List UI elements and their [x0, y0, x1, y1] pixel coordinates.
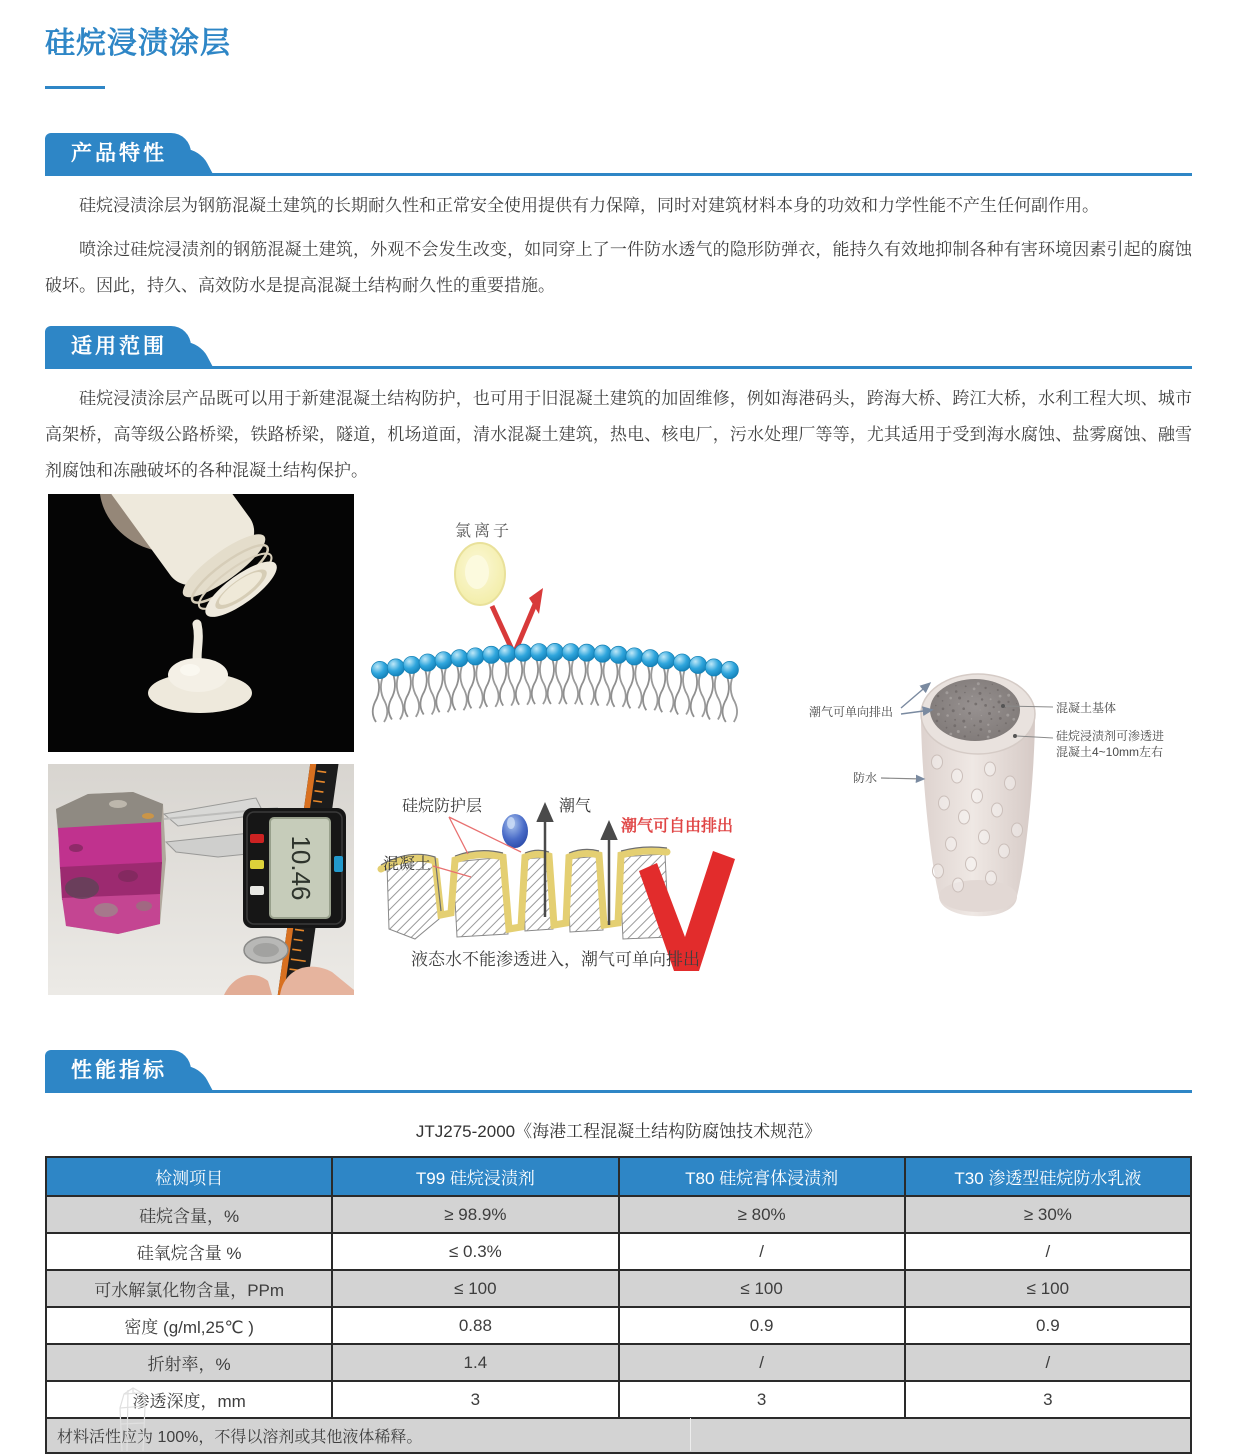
table-note-row: [46, 1418, 1191, 1453]
blue-button: [334, 856, 343, 872]
section-tab-performance: 性能指标: [45, 1050, 191, 1090]
table-row: 密度 (g/ml,25℃ ) 0.88 0.9 0.9: [46, 1307, 1191, 1344]
col-header: T30 渗透型硅烷防水乳液: [905, 1157, 1191, 1196]
scope-paragraph-1: 硅烷浸渍涂层产品既可以用于新建混凝土结构防护，也可用于旧混凝土建筑的加固维修，例如海港码头，跨海大桥、跨江大桥，水利工程大坝、城市高架桥，高等级公路桥梁，铁路桥梁，隧道，机场道面，清水混凝土建筑，热电、核电厂，污水处理厂等等，尤其适用于受到海水腐蚀、盐雾腐蚀、融雪剂腐蚀和冻融破坏的各种混凝土结构保护。: [45, 389, 1192, 480]
diagram-chloride-repelled: [368, 502, 780, 760]
section-header-scope: [45, 326, 1192, 369]
page-title: 硅烷浸渍涂层: [45, 27, 231, 60]
section-tab-scope: 适用范围: [45, 326, 191, 366]
vapor-label: 潮气: [559, 798, 592, 815]
concrete-sample: [56, 792, 166, 934]
photo-silane-cream-pouring: [48, 494, 354, 752]
col-header: T80 硅烷膏体浸渍剂: [619, 1157, 905, 1196]
moisture-caption: 液态水不能渗透进入，潮气可单向排出: [411, 950, 700, 969]
waterproof-label: 防水: [853, 771, 878, 785]
section-header-performance: [45, 1050, 1192, 1093]
table-note: 材料活性应为 100%，不得以溶剂或其他液体稀释。: [46, 1418, 1191, 1453]
diagram-moisture-escape: [373, 767, 783, 1000]
yellow-button: [250, 860, 264, 869]
lcd-value: 10.46: [286, 835, 316, 901]
features-paragraph-2: 喷涂过硅烷浸渍剂的钢筋混凝土建筑，外观不会发生改变，如同穿上了一件防水透气的隐形防弹衣，能持久有效地抑制各种有害环境因素引起的腐蚀破坏。因此，持久、高效防水是提高混凝土结构耐久性的重要措施。: [45, 240, 1192, 295]
col-header: 检测项目: [46, 1157, 332, 1196]
red-button: [250, 834, 264, 843]
penetration-label-2: 混凝土4~10mm左右: [1056, 745, 1164, 759]
table-row: 折射率，% 1.4 / /: [46, 1344, 1191, 1381]
diagram-concrete-cylinder: [797, 644, 1197, 974]
col-header: T99 硅烷浸渍剂: [332, 1157, 618, 1196]
features-paragraph-1: 硅烷浸渍涂层为钢筋混凝土建筑的长期耐久性和正常安全使用提供有力保障，同时对建筑材料本身的功效和力学性能不产生任何副作用。: [79, 196, 1099, 215]
performance-table: [45, 1156, 1192, 1454]
matrix-label: 混凝土基体: [1056, 701, 1117, 715]
cylinder: [921, 674, 1035, 916]
building-watermark: [106, 1386, 160, 1451]
standard-caption: JTJ275-2000《海港工程混凝土结构防腐蚀技术规范》: [415, 1122, 822, 1141]
table-row: 渗透深度，mm 3 3 3: [46, 1381, 1191, 1418]
vapor-out-label: 潮气可单向排出: [809, 705, 894, 719]
chloride-ion-label: 氯离子: [455, 523, 513, 540]
table-row: 可水解氯化物含量，PPm ≤ 100 ≤ 100 ≤ 100: [46, 1270, 1191, 1307]
photo-caliper-measurement: [48, 764, 354, 995]
water-droplet: [502, 814, 528, 848]
free-escape-label: 潮气可自由排出: [621, 818, 734, 835]
silane-layer-label: 硅烷防护层: [402, 798, 483, 815]
image-gallery: [45, 492, 1192, 1000]
section-tab-features: 产品特性: [45, 133, 191, 173]
section-header-features: [45, 133, 1192, 176]
table-row: 硅烷含量，% ≥ 98.9% ≥ 80% ≥ 30%: [46, 1196, 1191, 1233]
caliper-gauge: [243, 808, 346, 928]
faint-watermark-line: [690, 1418, 691, 1451]
penetration-label-1: 硅烷浸渍剂可渗透进: [1056, 729, 1165, 743]
title-underline: [45, 86, 105, 89]
concrete-label: 混凝土: [383, 856, 432, 873]
table-header-row: [46, 1157, 1191, 1196]
table-row: 硅氧烷含量 % ≤ 0.3% / /: [46, 1233, 1191, 1270]
